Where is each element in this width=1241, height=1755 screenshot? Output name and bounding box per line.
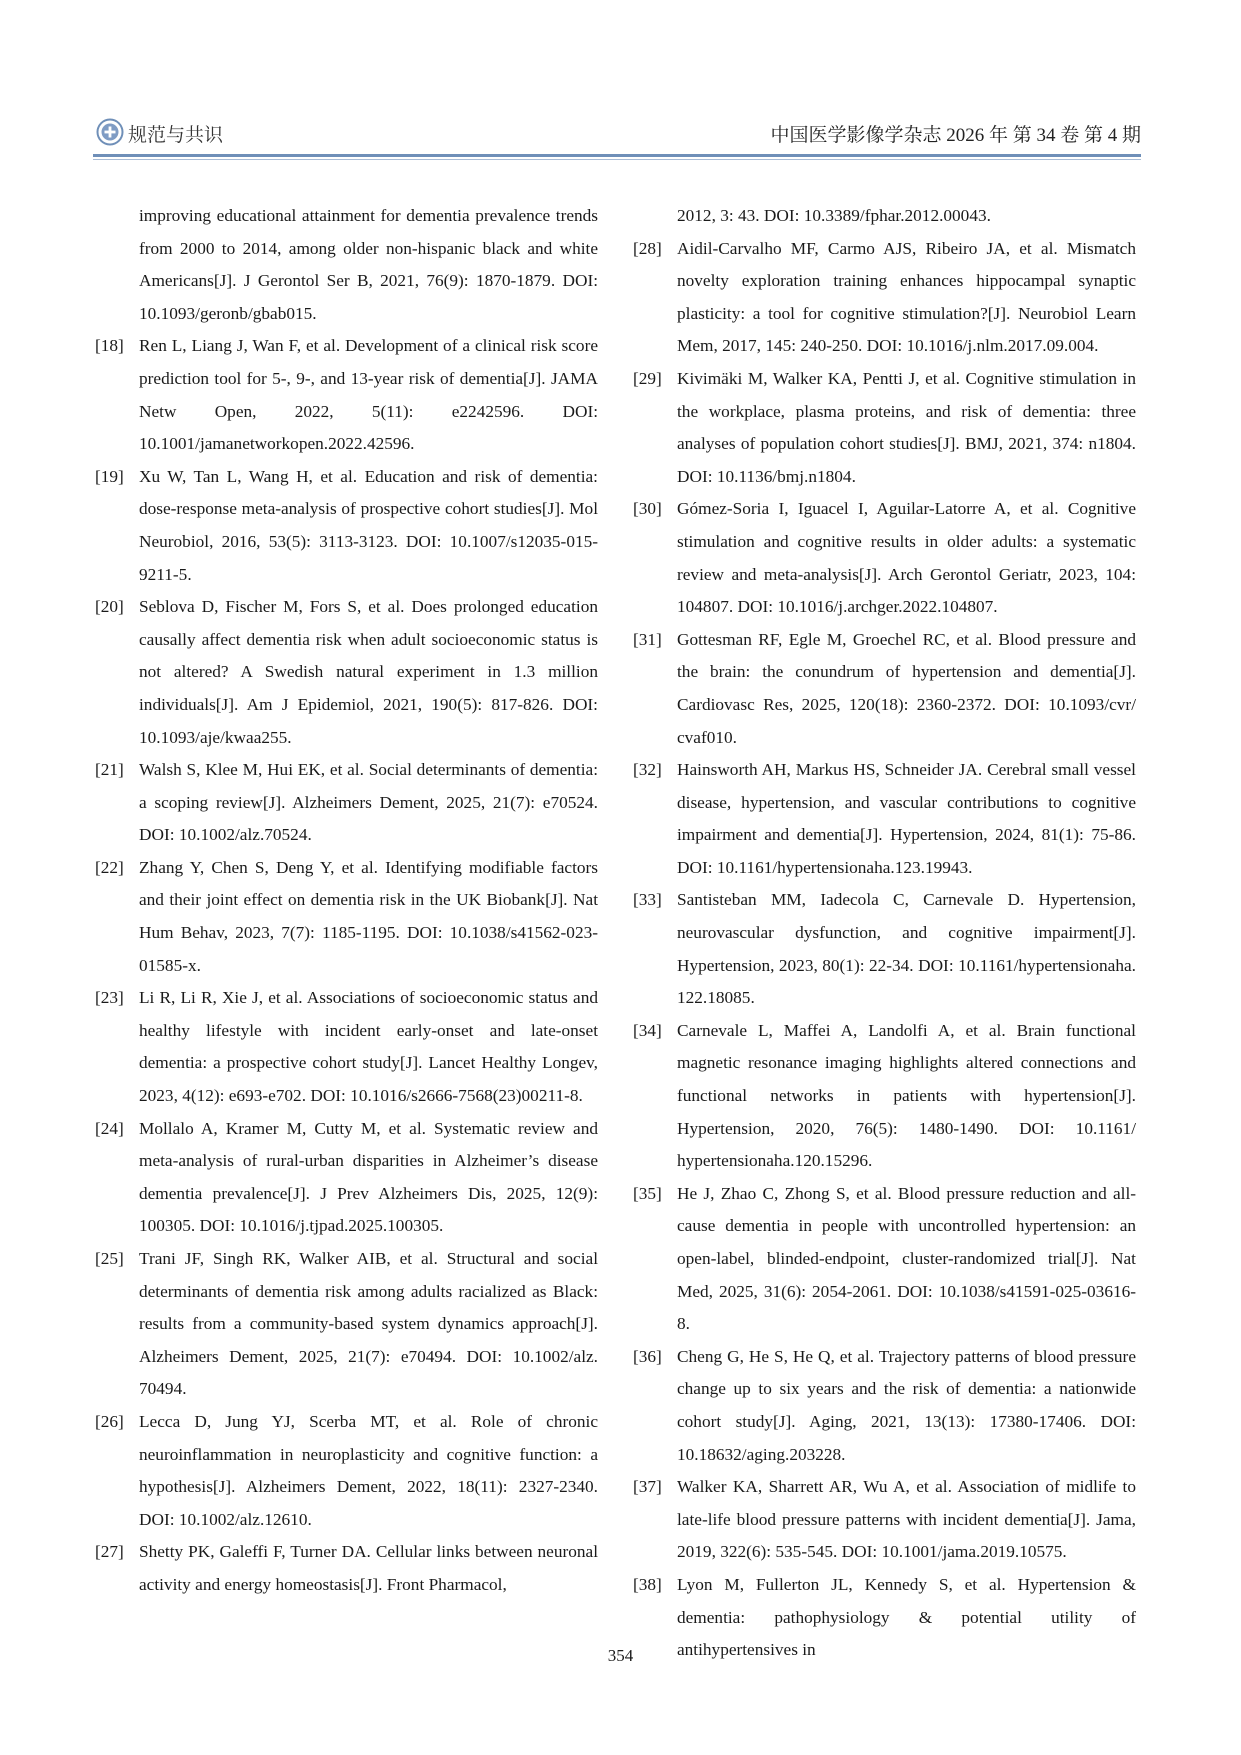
reference-entry <box>95 1113 598 1243</box>
reference-text: Shetty PK, Galeffi F, Turner DA. Cellular links between neuronal activity and energy homeostasis[J]. Front Pharmacol, <box>139 1542 598 1594</box>
header-rule-thin <box>93 159 1141 160</box>
reference-text: Li R, Li R, Xie J, et al. Associations of socioeconomic status and healthy lifestyle with incident early-onset and late-onset dementia: a prospective cohort study[J]. Lancet Healthy Longev, 2023, 4(12): e693-e702. DOI: 10.1016/s2666-7568(23)00211-8. <box>139 988 598 1106</box>
reference-text: Xu W, Tan L, Wang H, et al. Education and risk of dementia: dose-response meta-analysis of prospective cohort studies[J]. Mol Neurobiol, 2016, 53(5): 3113-3123. DOI: 10.1007/s12035-015-9211-5. <box>139 466 598 584</box>
reference-text: Walsh S, Klee M, Hui EK, et al. Social determinants of dementia: a scoping review[J]. Alzheimers Dement, 2025, 21(7): e70524. DOI: 10.1002/alz.70524. <box>139 760 598 845</box>
reference-number: [32] <box>633 760 662 780</box>
reference-entry <box>95 754 598 852</box>
reference-entry <box>633 493 1136 623</box>
reference-text: Hainsworth AH, Markus HS, Schneider JA. Cerebral small vessel disease, hypertension, and vascular contributions to cognitive impairment and dementia[J]. Hypertension, 2024, 81(1): 75-86. DOI: 10.1161/hypertensionaha.123.19943. <box>677 760 1136 877</box>
reference-number: [38] <box>633 1574 662 1594</box>
reference-number: [21] <box>95 760 124 780</box>
reference-number: [37] <box>633 1477 662 1497</box>
page-number: 354 <box>607 1646 634 1665</box>
reference-entry <box>95 200 598 330</box>
reference-entry <box>95 852 598 982</box>
reference-number: [33] <box>633 890 662 910</box>
header-rule <box>93 154 1141 157</box>
reference-entry <box>633 1341 1136 1471</box>
page-header <box>96 118 1141 152</box>
reference-entry <box>633 363 1136 493</box>
reference-text: He J, Zhao C, Zhong S, et al. Blood pressure reduction and all-cause dementia in people with uncontrolled hypertension: an open-label, blinded-endpoint, cluster-randomized trial[J]. Nat Med, 2025, 31(6): 2054-2061. DOI: 10.1038/s41591-025-03616-8. <box>677 1183 1136 1334</box>
reference-entry <box>633 1471 1136 1569</box>
reference-entry <box>633 200 1136 233</box>
reference-column-right <box>633 200 1136 1667</box>
reference-number: [25] <box>95 1249 124 1268</box>
reference-entry <box>95 982 598 1112</box>
reference-text: Santisteban MM, Iadecola C, Carnevale D. Hypertension, neurovascular dysfunction, and cognitive impairment[J]. Hypertension, 2023, 80(1): 22-34. DOI: 10.1161/hypertensionaha. 122.18085. <box>677 890 1136 1008</box>
reference-text: Seblova D, Fischer M, Fors S, et al. Does prolonged education causally affect dementia risk when adult socioeconomic status is not altered? A Swedish natural experiment in 1.3 million individuals[J]. Am J Epidemiol, 2021, 190(5): 817-826. DOI: 10.1093/aje/kwaa255. <box>139 597 598 747</box>
reference-number: [26] <box>95 1411 124 1431</box>
reference-number: [24] <box>95 1118 124 1138</box>
reference-text: Lyon M, Fullerton JL, Kennedy S, et al. Hypertension & dementia: pathophysiology & potential utility of antihypertensives in <box>677 1574 1136 1660</box>
reference-entry <box>633 884 1136 1014</box>
reference-text: Cheng G, He S, He Q, et al. Trajectory patterns of blood pressure change up to six years and the risk of dementia: a nationwide cohort study[J]. Aging, 2021, 13(13): 17380-17406. DOI: 10.18632/aging.203228. <box>677 1346 1136 1464</box>
reference-entry <box>95 1536 598 1601</box>
reference-number: [28] <box>633 238 662 258</box>
reference-text: Ren L, Liang J, Wan F, et al. Development of a clinical risk score prediction tool for 5-, 9-, and 13-year risk of dementia[J]. JAMA Netw Open, 2022, 5(11): e2242596. DOI: 10.1001/jamanetworkopen.2022.42596. <box>139 336 598 454</box>
reference-number: [31] <box>633 629 662 649</box>
reference-number: [27] <box>95 1542 124 1562</box>
reference-number: [35] <box>633 1183 662 1203</box>
reference-text: Gómez-Soria I, Iguacel I, Aguilar-Latorre A, et al. Cognitive stimulation and cognitive results in older adults: a systematic review and meta-analysis[J]. Arch Gerontol Geriatr, 2023, 104: 104807. DOI: 10.1016/j.archger.2022.104807. <box>677 499 1136 617</box>
reference-entry <box>633 1178 1136 1341</box>
reference-text: Walker KA, Sharrett AR, Wu A, et al. Association of midlife to late-life blood pressure patterns with incident dementia[J]. Jama, 2019, 322(6): 535-545. DOI: 10.1001/jama.2019.10575. <box>677 1477 1136 1562</box>
reference-text: Zhang Y, Chen S, Deng Y, et al. Identifying modifiable factors and their joint effect on dementia risk in the UK Biobank[J]. Nat Hum Behav, 2023, 7(7): 1185-1195. DOI: 10.1038/s41562-023-01585-x. <box>139 857 598 975</box>
reference-text: Trani JF, Singh RK, Walker AIB, et al. Structural and social determinants of dementia risk among adults racialized as Black: results from a community-based system dynamics approach[J]. Alzheimers Dement, 2025, 21(7): e70494. DOI: 10.1002/alz. 70494. <box>139 1249 598 1399</box>
reference-text: improving educational attainment for dementia prevalence trends from 2000 to 2014, among older non-hispanic black and white Americans[J]. J Gerontol Ser B, 2021, 76(9): 1870-1879. DOI: 10.1093/geronb/gbab015. <box>139 206 598 323</box>
reference-number: [18] <box>95 336 124 356</box>
section-label: 规范与共识 <box>128 125 224 146</box>
reference-entry <box>633 1015 1136 1178</box>
reference-entry <box>95 1406 598 1536</box>
reference-text: Lecca D, Jung YJ, Scerba MT, et al. Role of chronic neuroinflammation in neuroplasticity and cognitive function: a hypothesis[J]. Alzheimers Dement, 2022, 18(11): 2327-2340. DOI: 10.1002/alz.12610. <box>139 1411 598 1529</box>
journal-issue-line: 中国医学影像学杂志 2026 年 第 34 卷 第 4 期 <box>770 125 1141 146</box>
reference-entry <box>95 1243 598 1406</box>
reference-entry <box>633 233 1136 363</box>
reference-text: Mollalo A, Kramer M, Cutty M, et al. Systematic review and meta-analysis of rural-urban disparities in Alzheimer’s disease dementia prevalence[J]. J Prev Alzheimers Dis, 2025, 12(9): 100305. DOI: 10.1016/j.tjpad.2025.100305. <box>139 1118 598 1236</box>
reference-entry <box>633 624 1136 754</box>
reference-text: Gottesman RF, Egle M, Groechel RC, et al. Blood pressure and the brain: the conundrum of hypertension and dementia[J]. Cardiovasc Res, 2025, 120(18): 2360-2372. DOI: 10.1093/cvr/ cvaf010. <box>677 629 1136 747</box>
reference-number: [19] <box>95 466 124 486</box>
journal-logo-icon <box>96 118 124 146</box>
reference-entry <box>633 754 1136 884</box>
reference-number: [23] <box>95 988 124 1008</box>
reference-entry <box>95 591 598 754</box>
reference-text: 2012, 3: 43. DOI: 10.3389/fphar.2012.00043. <box>677 206 991 225</box>
reference-number: [22] <box>95 857 124 877</box>
reference-number: [34] <box>633 1020 662 1040</box>
reference-number: [29] <box>633 368 662 388</box>
reference-text: Carnevale L, Maffei A, Landolfi A, et al. Brain functional magnetic resonance imaging highlights altered connections and functional networks in patients with hypertension[J]. Hypertension, 2020, 76(5): 1480-1490. DOI: 10.1161/ hypertensionaha.120.15296. <box>677 1020 1136 1171</box>
reference-number: [30] <box>633 499 662 519</box>
reference-text: Kivimäki M, Walker KA, Pentti J, et al. Cognitive stimulation in the workplace, plasma proteins, and risk of dementia: three analyses of population cohort studies[J]. BMJ, 2021, 374: n1804. DOI: 10.1136/bmj.n1804. <box>677 368 1136 486</box>
reference-number: [20] <box>95 597 124 617</box>
reference-entry <box>95 330 598 460</box>
reference-column-left <box>95 200 598 1602</box>
reference-entry <box>95 461 598 591</box>
reference-text: Aidil-Carvalho MF, Carmo AJS, Ribeiro JA, et al. Mismatch novelty exploration training enhances hippocampal synaptic plasticity: a tool for cognitive stimulation?[J]. Neurobiol Learn Mem, 2017, 145: 240-250. DOI: 10.1016/j.nlm.2017.09.004. <box>677 238 1136 356</box>
reference-number: [36] <box>633 1346 662 1366</box>
